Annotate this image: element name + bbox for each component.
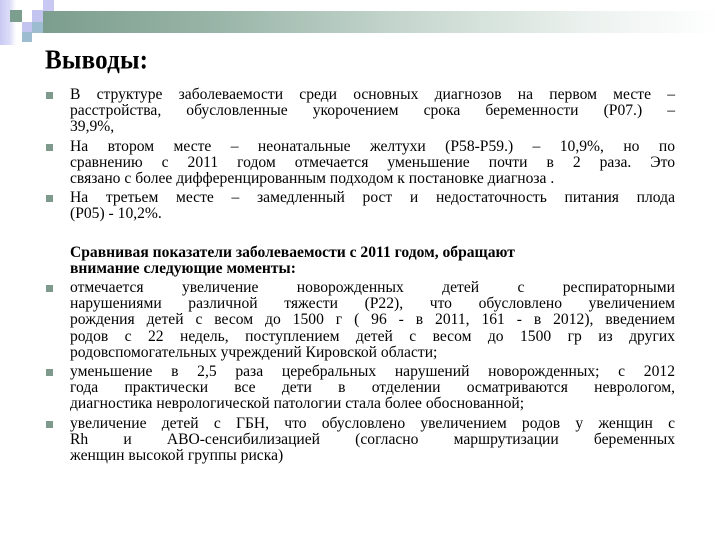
text-line: уменьшение в 2,5 раза церебральных нарушений новорожденных; с 2012 [70,363,675,381]
text-line: 39,9%, [70,118,115,136]
comparison-item [45,280,675,361]
text-line: На втором месте – неонатальные желтухи (Р58-Р59.) – 10,9%, но по [70,137,675,155]
decorative-square [43,0,54,11]
square-bullet-icon [46,195,53,202]
slide-title: Выводы: [45,46,149,76]
decorative-square [10,10,22,22]
text-line: рождения детей с весом до 1500 г ( 96 - в 2011, 161 - в 2012), введением [70,311,675,329]
text-line: родовспомогательных учреждений Кировской области; [70,343,438,361]
text-line: отмечается увеличение новорожденных детей с респираторными [70,279,675,297]
conclusion-item [45,87,675,136]
text-line: женщин высокой группы риска) [70,447,284,465]
square-bullet-icon [46,144,53,151]
text-line: внимание следующие моменты: [70,259,296,277]
slide-content [45,87,675,464]
square-bullet-icon [46,285,53,292]
text-line: диагностика неврологической патологии стала более обоснованной; [70,395,525,413]
text-line: расстройства, обусловленные укорочением срока беременности (Р07.) – [70,102,675,120]
decorative-gradient-strip [0,0,16,45]
text-line: Сравнивая показатели заболеваемости с 2011 годом, обращают [70,243,515,261]
comparison-item [45,416,675,465]
comparison-item [45,364,675,413]
text-line: родов с 22 недель, поступлением детей с весом до 1500 гр из других [70,327,675,345]
text-line: сравнению с 2011 годом отмечается уменьшение почти в 2 раза. Это [70,153,675,171]
text-line: Rh и АВО-сенсибилизацией (согласно маршрутизации беременных [70,430,675,448]
decorative-square [22,22,32,32]
text-line: года практически все дети в отделении осматриваются неврологом, [70,379,675,397]
text-line: На третьем месте – замедленный рост и недостаточность питания плода [70,189,675,207]
text-line: нарушениями различной тяжести (Р22), что обусловлено увеличением [70,295,675,313]
header-gradient-bar [43,11,720,33]
square-bullet-icon [46,92,53,99]
text-line: В структуре заболеваемости среди основных диагнозов на первом месте – [70,86,675,103]
text-line: увеличение детей с ГБН, что обусловлено увеличением родов у женщин с [70,414,675,432]
text-line: (Р05) - 10,2%. [70,205,162,223]
square-bullet-icon [46,369,53,376]
decorative-square [22,32,32,42]
conclusion-item [45,190,675,222]
decorative-square [32,22,43,33]
comparison-heading [45,245,675,277]
text-line: связано с более дифференцированным подходом к постановке диагноза . [70,170,555,188]
square-bullet-icon [46,421,53,428]
conclusion-item [45,139,675,188]
